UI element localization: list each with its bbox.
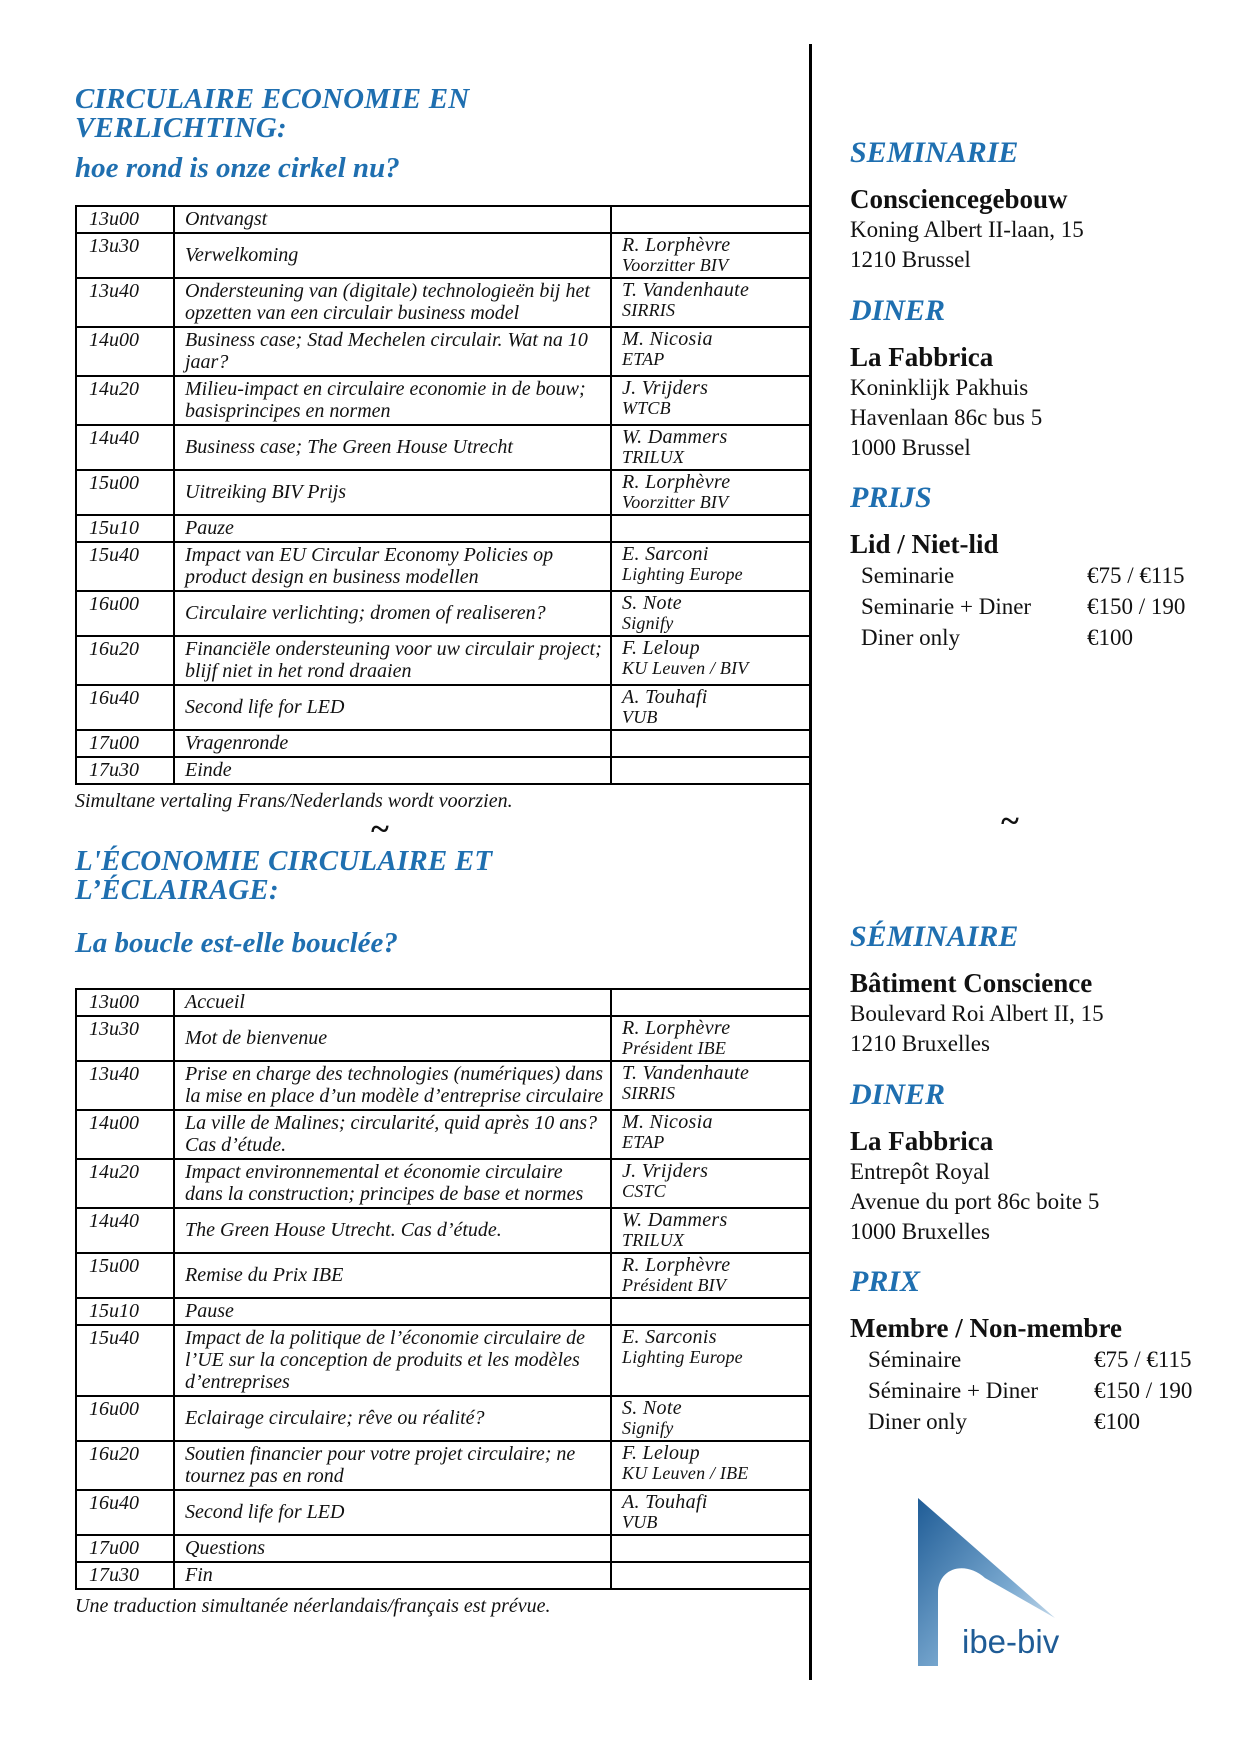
session-cell: Questions [174,1535,611,1562]
nl-translation-note: Simultane vertaling Frans/Nederlands wordt voorzien. [75,790,513,812]
time-cell: 13u40 [76,1061,174,1110]
nl-price-subheading: Lid / Niet-lid [850,529,999,559]
speaker-cell [611,1061,811,1110]
time-cell: 13u00 [76,206,174,233]
program-row [76,730,811,757]
session-cell: Impact environnemental et économie circulaire dans la construction; principes de base et normes [174,1159,611,1208]
session-cell: Verwelkoming [174,233,611,278]
fr-info [850,920,1220,1437]
speaker-name: M. Nicosia [622,328,713,350]
nl-seminar-heading: SEMINARIE [850,136,1019,169]
session-cell: Pause [174,1298,611,1325]
logo-text: ibe-biv [962,1623,1060,1660]
fr-subtitle: La boucle est-elle bouclée? [75,927,398,959]
program-row [76,376,811,425]
fr-seminar-heading: SÉMINAIRE [850,920,1019,953]
speaker-name: E. Sarconis [622,1326,717,1348]
speaker-cell [611,636,811,685]
separator-tilde-right: ~ [1001,803,1019,840]
fr-seminar-venue: Bâtiment Conscience [850,968,1093,998]
speaker-cell [611,1396,811,1441]
time-cell: 16u00 [76,1396,174,1441]
speaker-cell [611,1325,811,1396]
session-cell: Fin [174,1562,611,1589]
session-cell: Impact van EU Circular Economy Policies op product design en business modellen [174,542,611,591]
speaker-organisation: WTCB [622,398,671,418]
speaker-name: F. Leloup [622,1442,700,1464]
program-row [76,685,811,730]
time-cell: 13u40 [76,278,174,327]
speaker-organisation: CSTC [622,1181,666,1201]
speaker-cell [611,757,811,784]
program-row [76,591,811,636]
fr-program-table [75,988,812,1590]
session-cell: Financiële ondersteuning voor uw circulair project; blijf niet in het rond draaien [174,636,611,685]
program-row [76,1159,811,1208]
speaker-organisation: Président IBE [622,1038,727,1058]
nl-seminar-address-2: 1210 Brussel [850,247,971,272]
session-cell: Business case; Stad Mechelen circulair. Wat na 10 jaar? [174,327,611,376]
speaker-cell [611,1110,811,1159]
nl-program [75,205,812,813]
program-row [76,1396,811,1441]
program-row [76,1562,811,1589]
program-row [76,989,811,1016]
fr-diner-venue: La Fabbrica [850,1126,994,1156]
session-cell: Ondersteuning van (digitale) technologieën bij het opzetten van een circulair business model [174,278,611,327]
fr-program [75,988,812,1618]
time-cell: 14u40 [76,425,174,470]
time-cell: 14u20 [76,376,174,425]
price-value: €100 [1094,1409,1140,1434]
program-row [76,425,811,470]
nl-heading [75,85,810,184]
price-value: €150 / 190 [1087,594,1186,619]
speaker-organisation: Lighting Europe [622,1347,743,1367]
time-cell: 13u30 [76,1016,174,1061]
program-row [76,470,811,515]
session-cell: Milieu-impact en circulaire economie in de bouw; basisprincipes en normen [174,376,611,425]
price-row [861,622,1220,653]
time-cell: 14u40 [76,1208,174,1253]
price-value: €75 / €115 [1087,563,1185,588]
session-cell: Eclairage circulaire; rêve ou réalité? [174,1396,611,1441]
session-cell: Vragenronde [174,730,611,757]
column-divider [809,44,812,1680]
speaker-name: T. Vandenhaute [622,279,750,301]
speaker-organisation: VUB [622,707,658,727]
price-row [868,1344,1220,1375]
time-cell: 17u00 [76,730,174,757]
time-cell: 16u40 [76,1490,174,1535]
price-label: Diner only [868,1409,968,1434]
speaker-name: S. Note [622,592,682,614]
fr-diner-address-3: 1000 Bruxelles [850,1219,990,1244]
speaker-organisation: Voorzitter BIV [622,492,729,512]
speaker-cell [611,730,811,757]
ibe-biv-logo [910,1498,1070,1673]
speaker-name: R. Lorphèvre [622,1017,731,1039]
session-cell: Ontvangst [174,206,611,233]
speaker-organisation: ETAP [622,1132,665,1152]
speaker-organisation: VUB [622,1512,658,1532]
speaker-name: R. Lorphèvre [622,234,731,256]
program-row [76,515,811,542]
program-row [76,278,811,327]
nl-seminar-venue: Consciencegebouw [850,184,1068,214]
speaker-cell [611,1159,811,1208]
speaker-cell [611,206,811,233]
price-label: Diner only [861,625,961,650]
time-cell: 14u00 [76,1110,174,1159]
speaker-name: T. Vandenhaute [622,1062,750,1084]
program-row [76,542,811,591]
program-row [76,1298,811,1325]
fr-price-subheading: Membre / Non-membre [850,1313,1122,1343]
speaker-cell [611,278,811,327]
program-row [76,1441,811,1490]
speaker-organisation: TRILUX [622,447,685,467]
nl-diner-address-3: 1000 Brussel [850,435,971,460]
speaker-cell [611,233,811,278]
program-row [76,1253,811,1298]
separator-tilde: ~ [371,811,389,848]
speaker-name: M. Nicosia [622,1111,713,1133]
program-row [76,636,811,685]
price-row [868,1375,1220,1406]
speaker-name: R. Lorphèvre [622,471,731,493]
session-cell: Second life for LED [174,685,611,730]
session-cell: The Green House Utrecht. Cas d’étude. [174,1208,611,1253]
program-row [76,1208,811,1253]
nl-subtitle: hoe rond is onze cirkel nu? [75,152,400,184]
speaker-cell [611,591,811,636]
program-row [76,757,811,784]
program-row [76,1016,811,1061]
time-cell: 17u00 [76,1535,174,1562]
session-cell: Circulaire verlichting; dromen of realiseren? [174,591,611,636]
session-cell: Second life for LED [174,1490,611,1535]
program-row [76,1110,811,1159]
fr-seminar-address-2: 1210 Bruxelles [850,1031,990,1056]
fr-price-heading: PRIX [850,1265,921,1298]
nl-diner-address-1: Koninklijk Pakhuis [850,375,1029,400]
speaker-cell [611,376,811,425]
speaker-organisation: Lighting Europe [622,564,743,584]
nl-price-list [850,560,1220,653]
price-label: Séminaire + Diner [868,1378,1039,1403]
nl-seminar-address-1: Koning Albert II-laan, 15 [850,217,1084,242]
price-value: €150 / 190 [1094,1378,1193,1403]
price-label: Seminarie [861,563,955,588]
speaker-name: F. Leloup [622,637,700,659]
speaker-cell [611,1490,811,1535]
speaker-name: W. Dammers [622,426,728,448]
time-cell: 16u00 [76,591,174,636]
speaker-organisation: Président BIV [622,1275,727,1295]
fr-diner-address-2: Avenue du port 86c boite 5 [850,1189,1100,1214]
session-cell: Business case; The Green House Utrecht [174,425,611,470]
speaker-name: J. Vrijders [622,1160,709,1182]
program-row [76,327,811,376]
fr-title-line2: L’ÉCLAIRAGE: [75,874,279,906]
program-row [76,206,811,233]
fr-heading [75,847,810,959]
time-cell: 17u30 [76,1562,174,1589]
session-cell: Uitreiking BIV Prijs [174,470,611,515]
speaker-cell [611,515,811,542]
speaker-cell [611,470,811,515]
speaker-cell [611,685,811,730]
speaker-organisation: KU Leuven / BIV [622,658,749,678]
speaker-cell [611,1208,811,1253]
nl-diner-address-2: Havenlaan 86c bus 5 [850,405,1043,430]
time-cell: 15u10 [76,1298,174,1325]
price-label: Seminarie + Diner [861,594,1032,619]
time-cell: 13u00 [76,989,174,1016]
speaker-name: A. Touhafi [622,1491,708,1513]
time-cell: 13u30 [76,233,174,278]
speaker-cell [611,1441,811,1490]
time-cell: 17u30 [76,757,174,784]
time-cell: 16u20 [76,636,174,685]
session-cell: Mot de bienvenue [174,1016,611,1061]
time-cell: 15u10 [76,515,174,542]
program-row [76,1061,811,1110]
price-row [868,1406,1220,1437]
speaker-cell [611,1253,811,1298]
nl-info [850,136,1220,653]
nl-diner-venue: La Fabbrica [850,342,994,372]
fr-seminar-address-1: Boulevard Roi Albert II, 15 [850,1001,1104,1026]
speaker-organisation: Voorzitter BIV [622,255,729,275]
speaker-cell [611,425,811,470]
fr-title-line1: L'ÉCONOMIE CIRCULAIRE ET [75,845,493,877]
speaker-organisation: ETAP [622,349,665,369]
nl-title-line1: CIRCULAIRE ECONOMIE EN [75,83,470,115]
speaker-name: A. Touhafi [622,686,708,708]
time-cell: 14u20 [76,1159,174,1208]
speaker-cell [611,1016,811,1061]
speaker-organisation: Signify [622,1418,674,1438]
fr-diner-address-1: Entrepôt Royal [850,1159,990,1184]
speaker-name: S. Note [622,1397,682,1419]
time-cell: 16u20 [76,1441,174,1490]
speaker-name: E. Sarconi [622,543,709,565]
speaker-name: W. Dammers [622,1209,728,1231]
speaker-cell [611,1562,811,1589]
time-cell: 15u00 [76,470,174,515]
session-cell: Impact de la politique de l’économie circulaire de l’UE sur la conception de produits et les modèles d’entreprises [174,1325,611,1396]
speaker-name: R. Lorphèvre [622,1254,731,1276]
speaker-cell [611,542,811,591]
program-row [76,1325,811,1396]
session-cell: Remise du Prix IBE [174,1253,611,1298]
session-cell: Accueil [174,989,611,1016]
price-row [861,560,1220,591]
session-cell: Einde [174,757,611,784]
speaker-organisation: SIRRIS [622,1083,676,1103]
speaker-organisation: Signify [622,613,674,633]
program-row [76,1490,811,1535]
time-cell: 15u40 [76,542,174,591]
fr-price-list [850,1344,1220,1437]
price-row [861,591,1220,622]
speaker-cell [611,327,811,376]
time-cell: 15u40 [76,1325,174,1396]
session-cell: Prise en charge des technologies (numériques) dans la mise en place d’un modèle d’entreprise circulaire [174,1061,611,1110]
speaker-cell [611,1298,811,1325]
time-cell: 14u00 [76,327,174,376]
speaker-organisation: SIRRIS [622,300,676,320]
session-cell: Pauze [174,515,611,542]
program-row [76,233,811,278]
nl-title-line2: VERLICHTING: [75,112,287,144]
speaker-cell [611,1535,811,1562]
time-cell: 16u40 [76,685,174,730]
price-value: €100 [1087,625,1133,650]
nl-program-table [75,205,812,785]
fr-diner-heading: DINER [850,1078,946,1111]
session-cell: Soutien financier pour votre projet circulaire; ne tournez pas en rond [174,1441,611,1490]
session-cell: La ville de Malines; circularité, quid après 10 ans? Cas d’étude. [174,1110,611,1159]
speaker-organisation: TRILUX [622,1230,685,1250]
speaker-organisation: KU Leuven / IBE [622,1463,749,1483]
price-label: Séminaire [868,1347,962,1372]
nl-diner-heading: DINER [850,294,946,327]
fr-translation-note: Une traduction simultanée néerlandais/français est prévue. [75,1595,551,1617]
speaker-name: J. Vrijders [622,377,709,399]
time-cell: 15u00 [76,1253,174,1298]
price-value: €75 / €115 [1094,1347,1192,1372]
speaker-cell [611,989,811,1016]
nl-price-heading: PRIJS [850,481,932,514]
program-row [76,1535,811,1562]
